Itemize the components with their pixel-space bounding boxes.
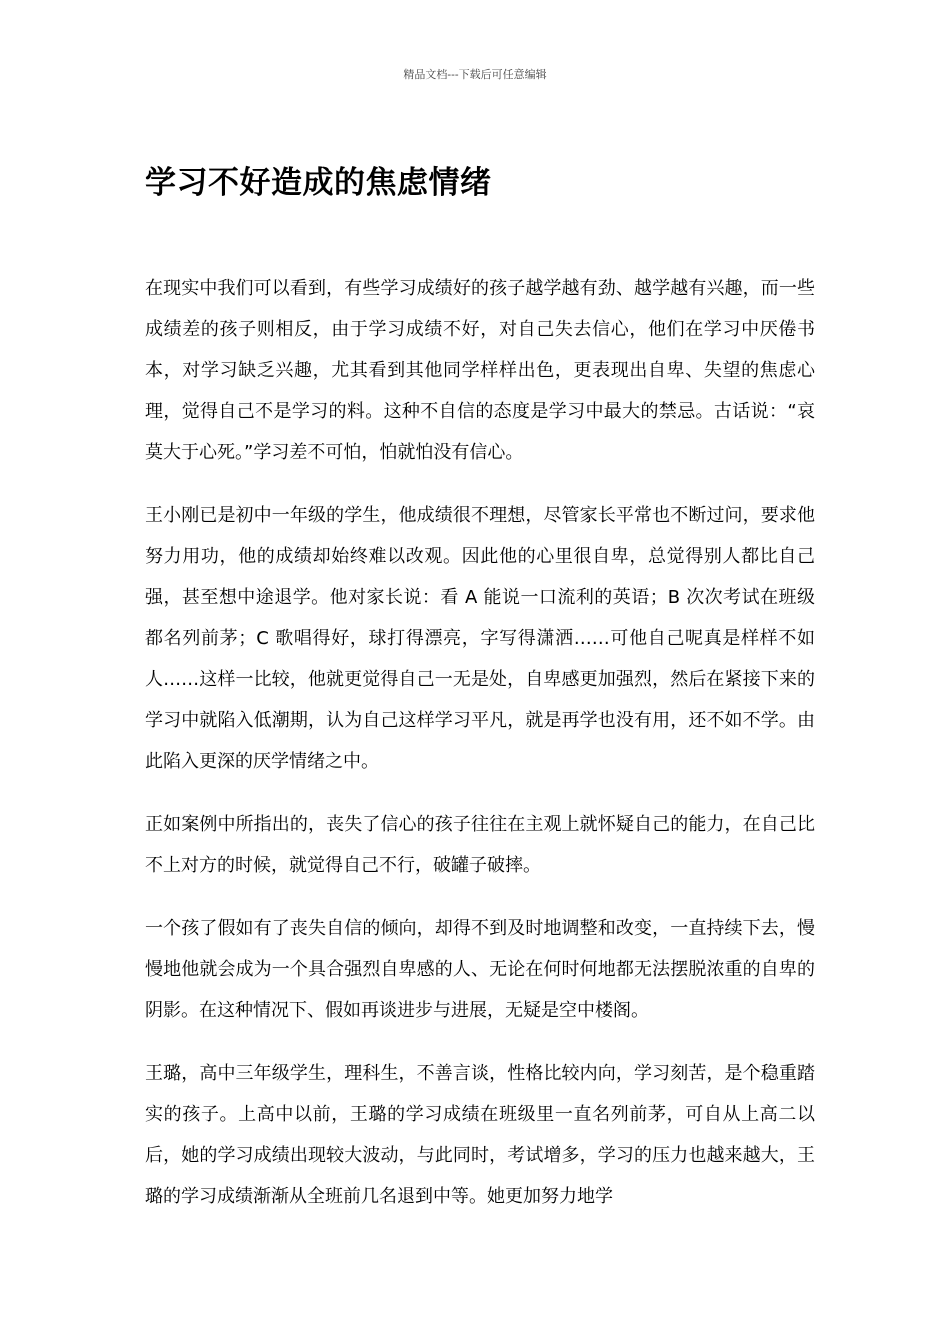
header-note: 精品文档---下载后可任意编辑	[403, 68, 547, 81]
paragraph: 一个孩了假如有了丧失自信的倾向，却得不到及时地调整和改变，一直持续下去，慢慢地他就会成为一个具合强烈自卑感的人、无论在何时何地都无法摆脱浓重的自卑的阴影。在这种情况下、假如再谈进步与进展，无疑是空中楼阁。	[145, 918, 815, 1021]
paragraph: 正如案例中所指出的，丧失了信心的孩子往往在主观上就怀疑自己的能力，在自己比不上对方的时候，就觉得自己不行，破罐子破摔。	[145, 814, 815, 876]
paragraph: 王璐，高中三年级学生，理科生，不善言谈，性格比较内向，学习刻苦，是个稳重踏实的孩子。上高中以前，王璐的学习成绩在班级里一直名列前茅，可自从上高二以后，她的学习成绩出现较大波动，与此同时，考试增多，学习的压力也越来越大，王璐的学习成绩渐渐从全班前几名退到中等。她更加努力地学	[145, 1063, 815, 1207]
document-title: 学习不好造成的焦虑情绪	[145, 165, 492, 201]
document-body	[145, 268, 815, 1239]
paragraph: 王小刚已是初中一年级的学生，他成绩很不理想，尽管家长平常也不断过问，要求他努力用功，他的成绩却始终难以改观。因此他的心里很自卑，总觉得别人都比自己强，甚至想中途退学。他对家长说：看 A 能说一口流利的英语；B 次次考试在班级都名列前茅；C 歌唱得好，球打得漂亮，字写得潇洒……可他自己呢真是样样不如人……这样一比较，他就更觉得自己一无是处，自卑感更加强烈，然后在紧接下来的学习中就陷入低潮期，认为自己这样学习平凡，就是再学也没有用，还不如不学。由此陷入更深的厌学情绪之中。	[145, 505, 815, 772]
paragraph: 在现实中我们可以看到，有些学习成绩好的孩子越学越有劲、越学越有兴趣，而一些成绩差的孩子则相反，由于学习成绩不好，对自己失去信心，他们在学习中厌倦书本，对学习缺乏兴趣，尤其看到其他同学样样出色，更表现出自卑、失望的焦虑心理，觉得自己不是学习的料。这种不自信的态度是学习中最大的禁忌。古话说：“哀莫大于心死。”学习差不可怕，怕就怕没有信心。	[145, 278, 815, 463]
